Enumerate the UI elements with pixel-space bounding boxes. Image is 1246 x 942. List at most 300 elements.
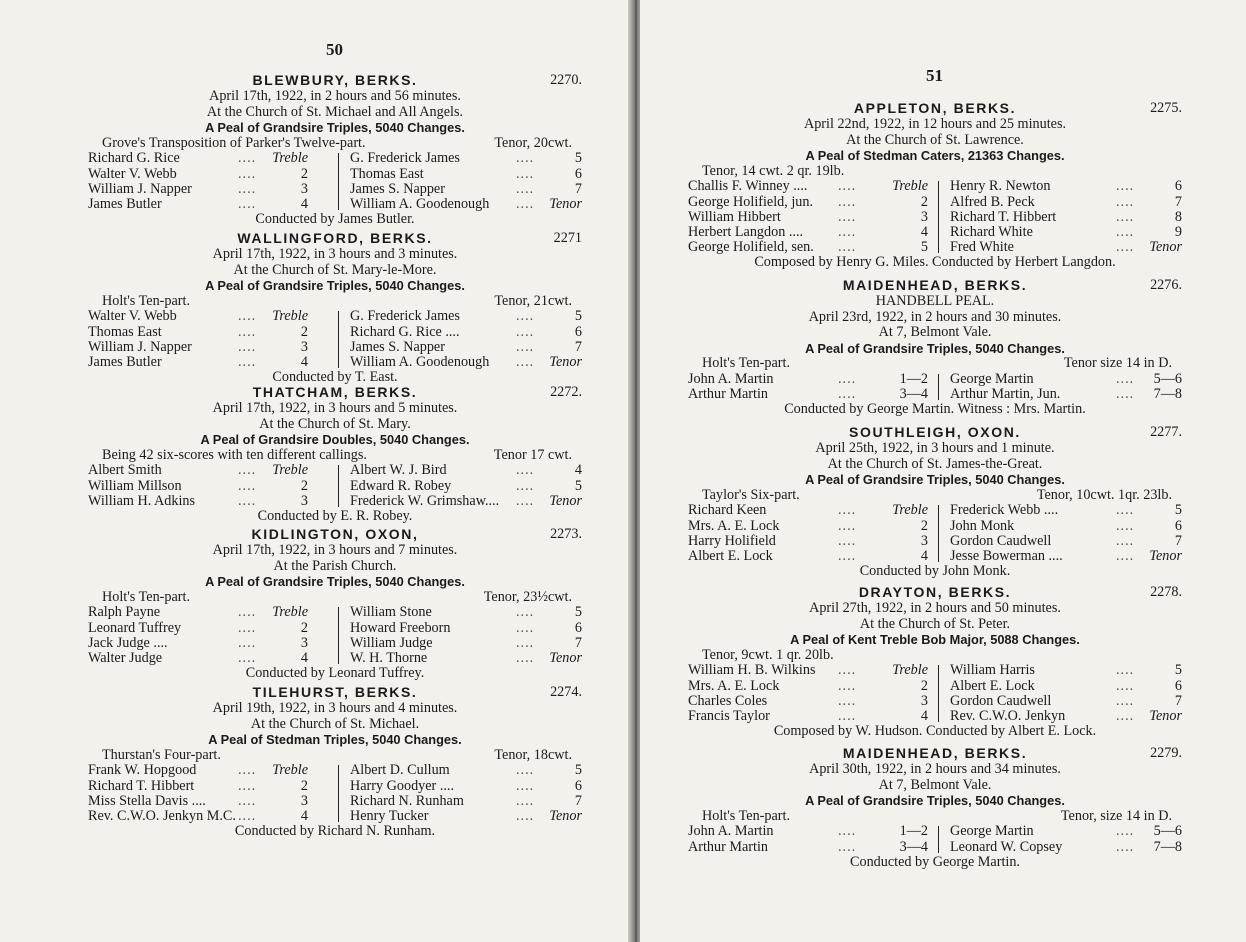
bell-number: 7 xyxy=(574,792,582,809)
ringer-name: Fred White xyxy=(950,239,1014,256)
leader-dots: .... xyxy=(238,792,257,809)
tenor-weight: Tenor, 21cwt. xyxy=(494,292,572,309)
leader-dots: .... xyxy=(838,370,857,387)
peal-entry xyxy=(88,384,582,525)
bell-number: 3 xyxy=(300,492,308,509)
bell-number: 2 xyxy=(300,165,308,182)
detail-line: April 22nd, 1922, in 12 hours and 25 minutes. xyxy=(803,116,1067,132)
leader-dots: .... xyxy=(1116,208,1135,225)
composition-line xyxy=(688,648,1182,664)
ringer-row xyxy=(688,195,1182,210)
composition-line xyxy=(88,294,582,310)
place-heading: THATCHAM, BERKS. xyxy=(252,384,418,400)
place-heading: BLEWBURY, BERKS. xyxy=(252,72,418,88)
ringer-name: Albert E. Lock xyxy=(950,677,1035,694)
peal-entry xyxy=(88,72,582,228)
ringer-row xyxy=(88,340,582,355)
ringer-name: Gordon Caudwell xyxy=(950,532,1052,549)
place-heading: WALLINGFORD, BERKS. xyxy=(237,230,433,246)
leader-dots: .... xyxy=(838,838,857,855)
leader-dots: .... xyxy=(838,502,857,519)
bell-number: 6 xyxy=(1174,677,1182,694)
composition-name: Tenor, 14 cwt. 2 qr. 19lb. xyxy=(702,162,845,179)
ringer-row xyxy=(88,325,582,340)
peal-number: 2272. xyxy=(550,384,582,400)
peal-number: 2279. xyxy=(1150,745,1182,761)
peal-title: A Peal of Grandsire Triples, 5040 Changes. xyxy=(805,472,1065,488)
leader-dots: .... xyxy=(838,662,857,679)
ringer-name: Harry Holifield xyxy=(688,532,776,549)
place-heading: MAIDENHEAD, BERKS. xyxy=(842,277,1028,293)
tenor-weight: Tenor size 14 in D. xyxy=(1063,355,1172,372)
ringer-name: Henry R. Newton xyxy=(950,178,1051,195)
ringer-name: Francis Taylor xyxy=(688,707,770,724)
ringer-name: John Monk xyxy=(950,517,1015,534)
leader-dots: .... xyxy=(838,692,857,709)
leader-dots: .... xyxy=(838,532,857,549)
leader-dots: .... xyxy=(1116,677,1135,694)
leader-dots: .... xyxy=(838,239,857,256)
ringer-name: George Martin xyxy=(950,370,1034,387)
leader-dots: .... xyxy=(1116,193,1135,210)
bell-number: 6 xyxy=(574,619,582,636)
bell-number: 7 xyxy=(1174,532,1182,549)
ringer-row xyxy=(688,824,1182,839)
leader-dots: .... xyxy=(516,150,535,167)
leader-dots: .... xyxy=(238,323,257,340)
ringer-row xyxy=(88,309,582,324)
bell-number: 5 xyxy=(1174,502,1182,519)
conductor-line: Conducted by Richard N. Runham. xyxy=(234,823,436,840)
peal-entry xyxy=(88,684,582,840)
leader-dots: .... xyxy=(838,547,857,564)
column-divider xyxy=(938,181,939,253)
leader-dots: .... xyxy=(238,619,257,636)
bell-number: 3 xyxy=(300,338,308,355)
leader-dots: .... xyxy=(1116,707,1135,724)
bell-number: Treble xyxy=(272,308,308,325)
tenor-weight: Tenor 17 cwt. xyxy=(493,446,572,463)
leader-dots: .... xyxy=(516,792,535,809)
leader-dots: .... xyxy=(1116,223,1135,240)
leader-dots: .... xyxy=(838,178,857,195)
leader-dots: .... xyxy=(1116,547,1135,564)
bell-number: 3 xyxy=(300,634,308,651)
leader-dots: .... xyxy=(238,308,257,325)
ringer-row xyxy=(688,503,1182,518)
bell-number: 7—8 xyxy=(1153,386,1182,403)
column-divider xyxy=(338,465,339,507)
ringer-name: Walter V. Webb xyxy=(88,308,177,325)
ringer-name: William J. Napper xyxy=(88,338,192,355)
ringer-row xyxy=(688,709,1182,724)
bell-number: 5—6 xyxy=(1153,370,1182,387)
leader-dots: .... xyxy=(238,150,257,167)
bell-number: 7 xyxy=(1174,692,1182,709)
bell-number: 6 xyxy=(574,323,582,340)
conductor-line: Composed by Henry G. Miles. Conducted by Herbert Langdon. xyxy=(754,254,1116,271)
peal-title: A Peal of Grandsire Doubles, 5040 Changes. xyxy=(200,432,470,448)
composition-line xyxy=(688,356,1182,372)
ringer-name: Richard G. Rice xyxy=(88,150,180,167)
ringer-name: George Holifield, sen. xyxy=(688,239,814,256)
leader-dots: .... xyxy=(516,165,535,182)
leader-dots: .... xyxy=(238,353,257,370)
detail-line: April 23rd, 1922, in 2 hours and 30 minutes. xyxy=(808,308,1062,325)
leader-dots: .... xyxy=(516,195,535,212)
ringer-row xyxy=(688,179,1182,194)
ringer-name: W. H. Thorne xyxy=(350,649,428,666)
ringers-table xyxy=(88,605,582,666)
bell-number: 3 xyxy=(300,792,308,809)
detail-line: At the Church of St. Michael. xyxy=(250,715,420,732)
bell-number: 4 xyxy=(920,223,928,240)
tenor-weight: Tenor, 18cwt. xyxy=(494,746,572,763)
ringer-row xyxy=(688,240,1182,255)
bell-number: Treble xyxy=(272,762,308,779)
ringer-name: Herbert Langdon .... xyxy=(688,223,804,240)
ringer-name: William Millson xyxy=(88,477,182,494)
leader-dots: .... xyxy=(838,193,857,210)
ringer-name: Challis F. Winney .... xyxy=(688,178,808,195)
ringer-row xyxy=(88,605,582,620)
leader-dots: .... xyxy=(838,823,857,840)
ringer-name: Frank W. Hopgood xyxy=(88,762,197,779)
detail-line: April 30th, 1922, in 2 hours and 34 minutes. xyxy=(809,761,1061,777)
ringer-name: Leonard Tuffrey xyxy=(88,619,182,636)
bell-number: 3 xyxy=(920,208,928,225)
bell-number: 5 xyxy=(574,477,582,494)
composition-line xyxy=(88,590,582,606)
ringer-name: Thomas East xyxy=(88,323,162,340)
leader-dots: .... xyxy=(838,223,857,240)
ringer-name: Alfred B. Peck xyxy=(950,193,1035,210)
leader-dots: .... xyxy=(238,492,257,509)
ringer-name: George Holifield, jun. xyxy=(688,193,814,210)
entry-header xyxy=(88,384,582,401)
detail-line: At the Church of St. Mary. xyxy=(259,415,411,432)
detail-line: At the Church of St. Lawrence. xyxy=(846,131,1024,148)
detail-line: April 19th, 1922, in 3 hours and 4 minutes. xyxy=(212,700,458,716)
peal-entry xyxy=(688,424,1182,580)
ringer-name: Richard White xyxy=(950,223,1033,240)
leader-dots: .... xyxy=(1116,239,1135,256)
leader-dots: .... xyxy=(238,165,257,182)
leader-dots: .... xyxy=(516,807,535,824)
leader-dots: .... xyxy=(238,649,257,666)
bell-number: 7 xyxy=(1174,193,1182,210)
composition-line xyxy=(688,809,1182,825)
ringer-name: Richard N. Runham xyxy=(350,792,464,809)
bell-number: Tenor xyxy=(549,492,582,509)
bell-number: 6 xyxy=(1174,517,1182,534)
bell-number: 4 xyxy=(920,707,928,724)
ringers-table xyxy=(88,151,582,212)
detail-line: April 17th, 1922, in 3 hours and 7 minutes. xyxy=(212,542,458,558)
ringer-name: William H. Adkins xyxy=(88,492,196,509)
composition-name: Holt's Ten-part. xyxy=(102,588,190,605)
leader-dots: .... xyxy=(238,338,257,355)
detail-line: At 7, Belmont Vale. xyxy=(878,776,992,793)
ringer-name: William H. B. Wilkins xyxy=(688,662,816,679)
column-divider xyxy=(938,505,939,562)
bell-number: 8 xyxy=(1174,208,1182,225)
leader-dots: .... xyxy=(516,353,535,370)
detail-line: At the Church of St. Peter. xyxy=(859,615,1011,632)
bell-number: Treble xyxy=(892,178,928,195)
ringer-row xyxy=(88,463,582,478)
ringer-name: Arthur Martin xyxy=(688,838,768,855)
bell-number: 4 xyxy=(300,195,308,212)
bell-number: Treble xyxy=(272,462,308,479)
leader-dots: .... xyxy=(838,386,857,403)
ringer-name: Mrs. A. E. Lock xyxy=(688,517,780,534)
place-heading: MAIDENHEAD, BERKS. xyxy=(842,745,1028,761)
entry-header xyxy=(688,277,1182,294)
bell-number: 3 xyxy=(920,692,928,709)
peal-number: 2273. xyxy=(550,526,582,542)
leader-dots: .... xyxy=(238,807,257,824)
ringer-name: Albert E. Lock xyxy=(688,547,773,564)
bell-number: 6 xyxy=(574,777,582,794)
bell-number: 7 xyxy=(574,634,582,651)
entry-header xyxy=(88,526,582,543)
ringers-table xyxy=(688,372,1182,402)
ringer-name: Walter V. Webb xyxy=(88,165,177,182)
ringers-table xyxy=(688,663,1182,724)
ringer-name: John A. Martin xyxy=(688,823,774,840)
bell-number: 4 xyxy=(300,353,308,370)
ringer-name: James Butler xyxy=(88,353,162,370)
peal-title: A Peal of Grandsire Triples, 5040 Changes. xyxy=(805,793,1065,809)
detail-line: April 17th, 1922, in 3 hours and 3 minutes. xyxy=(212,246,458,262)
ringer-name: William Harris xyxy=(950,662,1035,679)
ringer-row xyxy=(688,694,1182,709)
peal-title: A Peal of Kent Treble Bob Major, 5088 Changes. xyxy=(790,632,1080,648)
peal-number: 2277. xyxy=(1150,424,1182,440)
ringer-row xyxy=(88,494,582,509)
composition-name: Tenor, 9cwt. 1 qr. 20lb. xyxy=(702,646,834,663)
leader-dots: .... xyxy=(516,604,535,621)
detail-line: At the Church of St. James-the-Great. xyxy=(827,455,1043,472)
tenor-weight: Tenor, 23½cwt. xyxy=(483,588,572,605)
ringer-name: Jesse Bowerman .... xyxy=(950,547,1063,564)
detail-line: April 17th, 1922, in 2 hours and 56 minutes. xyxy=(209,88,461,104)
bell-number: Treble xyxy=(272,604,308,621)
leader-dots: .... xyxy=(1116,386,1135,403)
column-divider xyxy=(338,607,339,664)
leader-dots: .... xyxy=(238,777,257,794)
leader-dots: .... xyxy=(516,649,535,666)
entry-header xyxy=(688,584,1182,601)
bell-number: Tenor xyxy=(549,649,582,666)
ringers-table xyxy=(688,179,1182,255)
place-heading: DRAYTON, BERKS. xyxy=(858,584,1012,600)
tenor-weight: Tenor, size 14 in D. xyxy=(1060,807,1172,824)
peal-entry xyxy=(688,745,1182,870)
conductor-line: Composed by W. Hudson. Conducted by Albert E. Lock. xyxy=(773,723,1097,740)
entry-header xyxy=(88,684,582,701)
leader-dots: .... xyxy=(1116,532,1135,549)
ringer-name: John A. Martin xyxy=(688,370,774,387)
composition-line xyxy=(88,448,582,464)
detail-line: At 7, Belmont Vale. xyxy=(878,324,992,341)
bell-number: 2 xyxy=(920,193,928,210)
column-divider xyxy=(938,665,939,722)
bell-number: 5 xyxy=(574,308,582,325)
detail-line: April 27th, 1922, in 2 hours and 50 minutes. xyxy=(809,600,1061,616)
conductor-line: Conducted by James Butler. xyxy=(255,211,415,228)
ringer-name: Albert D. Cullum xyxy=(350,762,450,779)
bell-number: 1—2 xyxy=(899,823,928,840)
ringer-name: Arthur Martin xyxy=(688,386,768,403)
conductor-line: Conducted by E. R. Robey. xyxy=(257,507,413,524)
leader-dots: .... xyxy=(516,338,535,355)
entry-header xyxy=(88,72,582,89)
composition-name: Holt's Ten-part. xyxy=(702,807,790,824)
leader-dots: .... xyxy=(1116,517,1135,534)
leader-dots: .... xyxy=(516,619,535,636)
bell-number: 5 xyxy=(574,762,582,779)
leader-dots: .... xyxy=(238,634,257,651)
detail-line: At the Church of St. Mary-le-More. xyxy=(233,261,437,278)
peal-number: 2276. xyxy=(1150,277,1182,293)
peal-number: 2275. xyxy=(1150,100,1182,116)
leader-dots: .... xyxy=(238,195,257,212)
bell-number: 5 xyxy=(920,239,928,256)
leader-dots: .... xyxy=(238,462,257,479)
ringer-row xyxy=(688,679,1182,694)
ringer-name: William Hibbert xyxy=(688,208,781,225)
ringer-name: Leonard W. Copsey xyxy=(950,838,1063,855)
leader-dots: .... xyxy=(516,762,535,779)
bell-number: 2 xyxy=(920,517,928,534)
column-divider xyxy=(338,153,339,210)
bell-number: Tenor xyxy=(549,353,582,370)
composition-name: Grove's Transposition of Parker's Twelve-part. xyxy=(102,134,366,151)
leader-dots: .... xyxy=(516,308,535,325)
ringers-table xyxy=(88,309,582,370)
ringers-table xyxy=(88,763,582,824)
ringer-row xyxy=(88,779,582,794)
ringer-row xyxy=(88,151,582,166)
peal-title: A Peal of Grandsire Triples, 5040 Changes. xyxy=(805,340,1065,356)
peal-number: 2278. xyxy=(1150,584,1182,600)
bell-number: 4 xyxy=(574,462,582,479)
ringer-name: Albert W. J. Bird xyxy=(350,462,447,479)
ringer-row xyxy=(88,763,582,778)
bell-number: 2 xyxy=(300,619,308,636)
ringer-name: Ralph Payne xyxy=(88,604,161,621)
page-number: 50 xyxy=(326,40,343,59)
ringer-row xyxy=(688,372,1182,387)
leader-dots: .... xyxy=(516,492,535,509)
bell-number: 2 xyxy=(300,777,308,794)
bell-number: 3 xyxy=(920,532,928,549)
bell-number: Treble xyxy=(892,662,928,679)
bell-number: 5 xyxy=(574,150,582,167)
peal-title: A Peal of Stedman Triples, 5040 Changes. xyxy=(208,732,462,748)
ringer-name: Henry Tucker xyxy=(350,807,429,824)
leader-dots: .... xyxy=(1116,370,1135,387)
bell-number: 3 xyxy=(300,180,308,197)
ringer-row xyxy=(88,182,582,197)
ringer-row xyxy=(88,479,582,494)
bell-number: Tenor xyxy=(549,195,582,212)
leader-dots: .... xyxy=(238,180,257,197)
detail-line: April 25th, 1922, in 3 hours and 1 minute. xyxy=(815,440,1055,456)
ringer-name: William A. Goodenough xyxy=(350,353,490,370)
leader-dots: .... xyxy=(1116,823,1135,840)
ringer-name: Gordon Caudwell xyxy=(950,692,1052,709)
leader-dots: .... xyxy=(1116,178,1135,195)
composition-line xyxy=(88,136,582,152)
ringer-name: William J. Napper xyxy=(88,180,192,197)
bell-number: 2 xyxy=(300,477,308,494)
ringer-row xyxy=(88,636,582,651)
entry-header xyxy=(688,100,1182,117)
entry-header xyxy=(688,424,1182,441)
ringer-name: Frederick W. Grimshaw.... xyxy=(350,492,500,509)
leader-dots: .... xyxy=(516,462,535,479)
leader-dots: .... xyxy=(238,604,257,621)
ringer-row xyxy=(688,663,1182,678)
bell-number: 7 xyxy=(574,180,582,197)
peal-title: A Peal of Grandsire Triples, 5040 Changes. xyxy=(205,574,465,590)
ringer-row xyxy=(688,210,1182,225)
leader-dots: .... xyxy=(1116,692,1135,709)
leader-dots: .... xyxy=(1116,838,1135,855)
ringer-name: Walter Judge xyxy=(88,649,163,666)
bell-number: 3—4 xyxy=(899,838,928,855)
ringer-row xyxy=(688,387,1182,402)
page-number: 51 xyxy=(926,66,943,85)
ringer-name: Albert Smith xyxy=(88,462,162,479)
tenor-weight: Tenor, 10cwt. 1qr. 23lb. xyxy=(1036,486,1172,503)
ringer-row xyxy=(88,167,582,182)
conductor-line: Conducted by T. East. xyxy=(272,369,398,386)
bell-number: Tenor xyxy=(1149,707,1182,724)
composition-line xyxy=(88,748,582,764)
ringer-name: Jack Judge .... xyxy=(88,634,168,651)
leader-dots: .... xyxy=(238,762,257,779)
place-heading: KIDLINGTON, OXON, xyxy=(251,526,419,542)
bell-number: Tenor xyxy=(549,807,582,824)
composition-line xyxy=(688,164,1182,180)
ringer-name: James S. Napper xyxy=(350,180,445,197)
bell-number: 4 xyxy=(300,807,308,824)
bell-number: 5 xyxy=(574,604,582,621)
peal-number: 2270. xyxy=(550,72,582,88)
ringer-row xyxy=(88,651,582,666)
right-page xyxy=(640,0,1246,942)
ringer-name: Rev. C.W.O. Jenkyn M.C. xyxy=(88,807,236,824)
ringer-name: William Judge xyxy=(350,634,433,651)
ringer-name: Howard Freeborn xyxy=(350,619,451,636)
peal-title: A Peal of Grandsire Triples, 5040 Changes. xyxy=(205,278,465,294)
bell-number: Treble xyxy=(272,150,308,167)
composition-name: Holt's Ten-part. xyxy=(702,355,790,372)
leader-dots: .... xyxy=(838,208,857,225)
bell-number: 7 xyxy=(574,338,582,355)
ringer-row xyxy=(88,794,582,809)
bell-number: 1—2 xyxy=(899,370,928,387)
bell-number: 6 xyxy=(1174,178,1182,195)
ringers-table xyxy=(688,503,1182,564)
ringer-name: Frederick Webb .... xyxy=(950,502,1059,519)
detail-line: April 17th, 1922, in 3 hours and 5 minutes. xyxy=(212,400,458,416)
column-divider xyxy=(338,311,339,368)
